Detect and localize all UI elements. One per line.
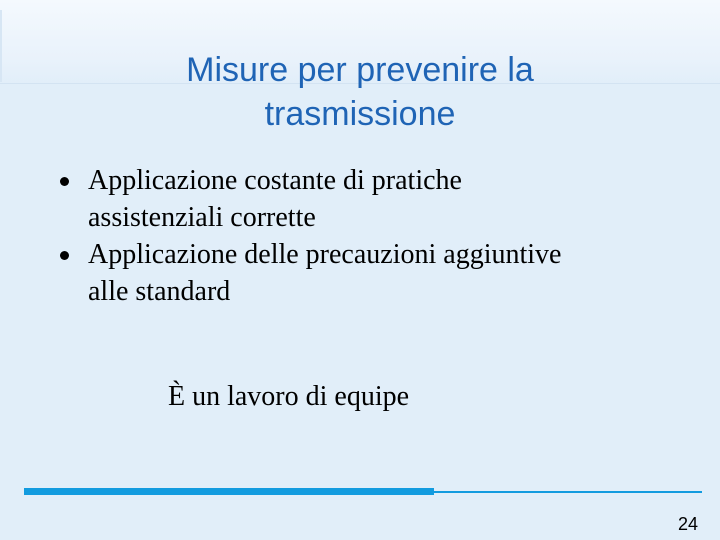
bullet-text: Applicazione delle precauzioni aggiuntive alle standard	[88, 239, 562, 307]
page-number: 24	[677, 514, 698, 534]
bullet-text: Applicazione costante di pratiche assistenziali corrette	[88, 165, 462, 233]
bullet-item	[60, 162, 580, 236]
bullet-dot-icon	[60, 251, 69, 260]
footer-divider-thick	[24, 488, 434, 495]
slide-note: È un lavoro di equipe	[168, 381, 410, 412]
footer-divider-thin	[430, 491, 702, 493]
slide-title: Misure per prevenire la trasmissione	[186, 51, 534, 133]
bullet-dot-icon	[60, 177, 69, 186]
header-left-edge	[0, 10, 2, 82]
bullet-list	[60, 162, 580, 310]
bullet-item	[60, 236, 580, 310]
